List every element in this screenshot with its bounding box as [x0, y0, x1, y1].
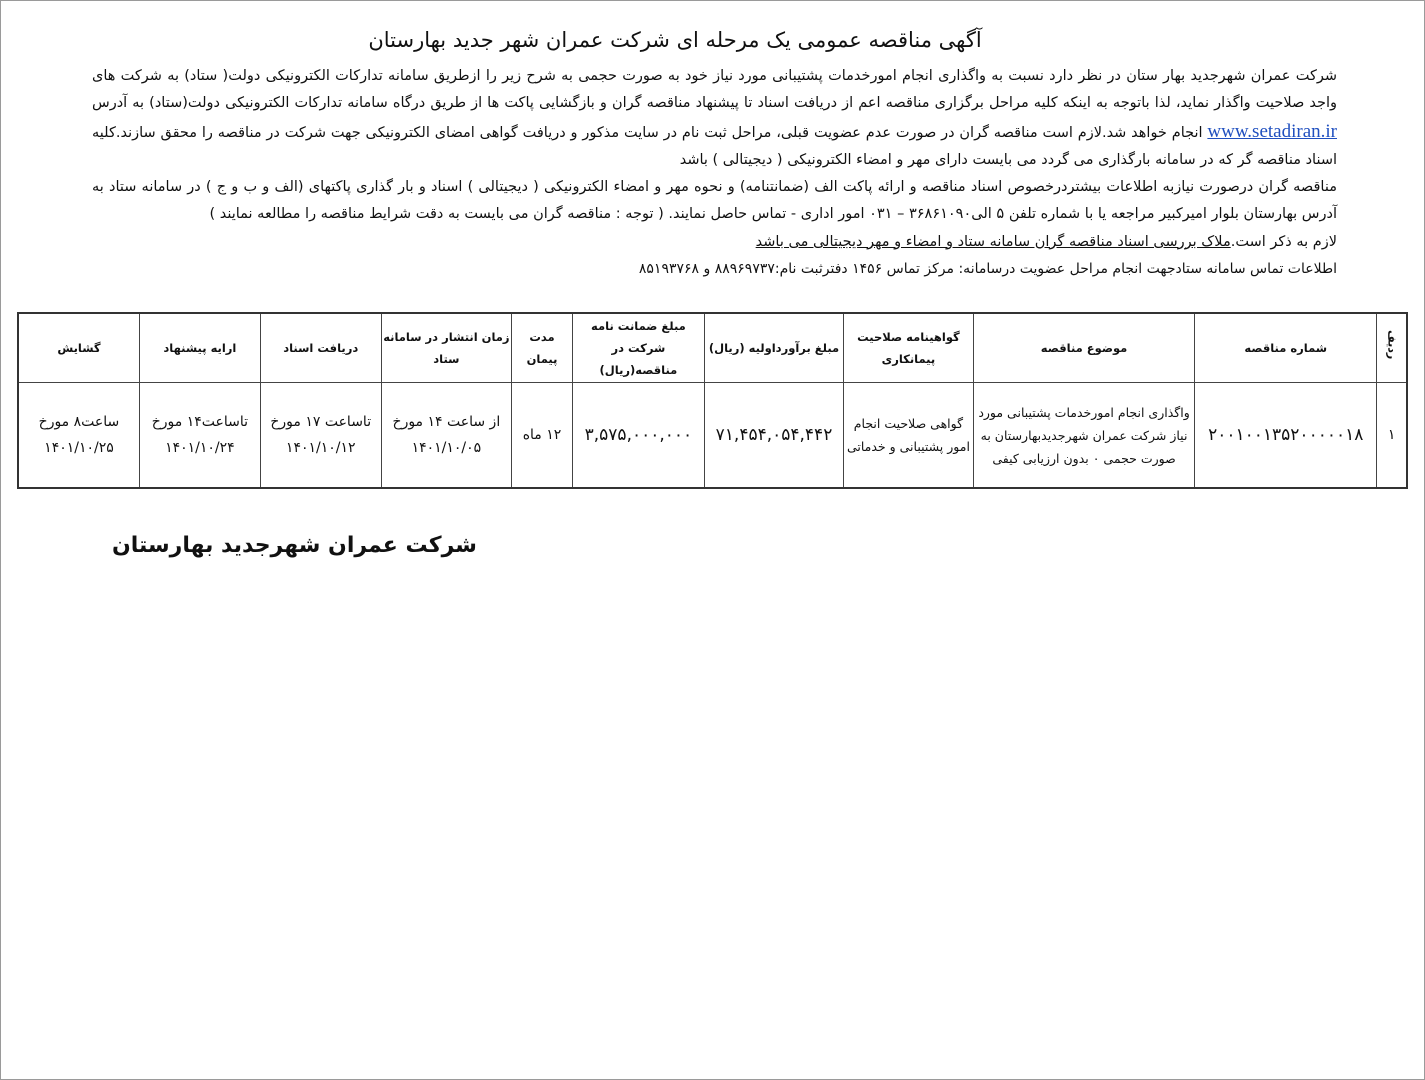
contact-info: اطلاعات تماس سامانه ستادجهت انجام مراحل عضویت درسامانه: مرکز تماس ۱۴۵۶ دفترثبت نام:۸۸۹۶۹۷۳۷ و ۸۵۱۹۳۷۶۸	[638, 261, 1337, 277]
paragraph-1-part-b: انجام خواهد شد.لازم است مناقصه گران در صورت عدم عضویت قبلی، مراحل ثبت نام در سایت مذکور و دریافت گواهی امضای الکترونیکی جهت شرکت در مناقصه را محقق سازند.کلیه اسناد مناقصه گر که در سامانه بارگذاری می گردد می بایست دارای مهر و امضاء الکترونیکی ( دیجیتالی ) باشد	[92, 124, 1337, 168]
notice-body	[92, 63, 1337, 256]
header-estimate: مبلغ برآورداولیه (ریال)	[704, 313, 843, 383]
header-guarantee: مبلغ ضمانت نامه شرکت در مناقصه(ریال)	[572, 313, 704, 383]
cell-receive: تاساعت ۱۷ مورخ ۱۴۰۱/۱۰/۱۲	[260, 383, 381, 489]
header-duration: مدت پیمان	[512, 313, 573, 383]
header-publish: زمان انتشار در سامانه ستاد	[381, 313, 511, 383]
header-opening: گشایش	[18, 313, 139, 383]
footer-company-name: شرکت عمران شهرجدید بهارستان	[112, 533, 477, 558]
cell-duration: ۱۲ ماه	[512, 383, 573, 489]
cell-subject: واگذاری انجام امورخدمات پشتیبانی مورد نیاز شرکت عمران شهرجدیدبهارستان به صورت حجمی ٠ بدون ارزیابی کیفی	[973, 383, 1194, 489]
header-subject: موضوع مناقصه	[973, 313, 1194, 383]
setadiran-link[interactable]: www.setadiran.ir	[1207, 120, 1337, 142]
table-header-row	[18, 313, 1407, 383]
paragraph-3-part-a: لازم به ذکر است.	[1230, 233, 1337, 250]
cell-estimate: ۷۱,۴۵۴,۰۵۴,۴۴۲	[704, 383, 843, 489]
paragraph-1	[92, 63, 1337, 174]
paragraph-3-underlined: ملاک بررسی اسناد مناقصه گران سامانه ستاد و امضاء و مهر دیجیتالی می باشد	[755, 233, 1231, 250]
tender-table	[17, 312, 1408, 489]
paragraph-1-part-a: شرکت عمران شهرجدید بهار ستان در نظر دارد نسبت به واگذاری انجام امورخدمات پشتیبانی مورد نیاز خود به صورت حجمی به شرح زیر را ازطریق سامانه تدارکات الکترونیکی دولت( ستاد) به شرکت های واجد صلاحیت واگذار نماید، لذا باتوجه به اینکه کلیه مراحل برگزاری مناقصه اعم از دریافت اسناد تا پیشنهاد مناقصه گران و بازگشایی پاکت ها از طریق درگاه سامانه تدارکات الکترونیکی دولت(ستاد) به آدرس	[92, 68, 1337, 112]
cell-tender-number: ۲۰۰۱۰۰۱۳۵۲۰۰۰۰۰۱۸	[1195, 383, 1377, 489]
table-row	[18, 383, 1407, 489]
header-receive: دریافت اسناد	[260, 313, 381, 383]
cell-row-number: ۱	[1377, 383, 1407, 489]
header-tender-number: شماره مناقصه	[1195, 313, 1377, 383]
cell-guarantee: ۳,۵۷۵,۰۰۰,۰۰۰	[572, 383, 704, 489]
paragraph-2: مناقصه گران درصورت نیازبه اطلاعات بیشتردرخصوص اسناد مناقصه و ارائه پاکت الف (ضمانتنامه) و نحوه مهر و امضاء الکترونیکی ( دیجیتالی ) اسناد و بار گذاری پاکتهای (الف و ب و ج ) در سامانه ستاد به آدرس بهارستان بلوار امیرکبیر مراجعه یا با شماره تلفن ۵ الی۳۶۸۶۱۰۹۰ – ۰۳۱ امور اداری - تماس حاصل نمایند. ( توجه : مناقصه گران می بایست به دقت شرایط مناقصه را مطالعه نمایند )	[92, 179, 1337, 223]
header-certificate: گواهینامه صلاحیت پیمانکاری	[844, 313, 974, 383]
paragraph-3	[92, 229, 1337, 256]
cell-certificate: گواهی صلاحیت انجام امور پشتیبانی و خدماتی	[844, 383, 974, 489]
cell-opening: ساعت۸ مورخ ۱۴۰۱/۱۰/۲۵	[18, 383, 139, 489]
cell-publish: از ساعت ۱۴ مورخ ۱۴۰۱/۱۰/۰۵	[381, 383, 511, 489]
header-submit: ارایه پیشنهاد	[139, 313, 260, 383]
cell-submit: تاساعت۱۴ مورخ ۱۴۰۱/۱۰/۲۴	[139, 383, 260, 489]
header-row-number: ردیف	[1377, 313, 1407, 383]
notice-title: آگهی مناقصه عمومی یک مرحله ای شرکت عمران شهر جدید بهارستان	[368, 28, 982, 52]
